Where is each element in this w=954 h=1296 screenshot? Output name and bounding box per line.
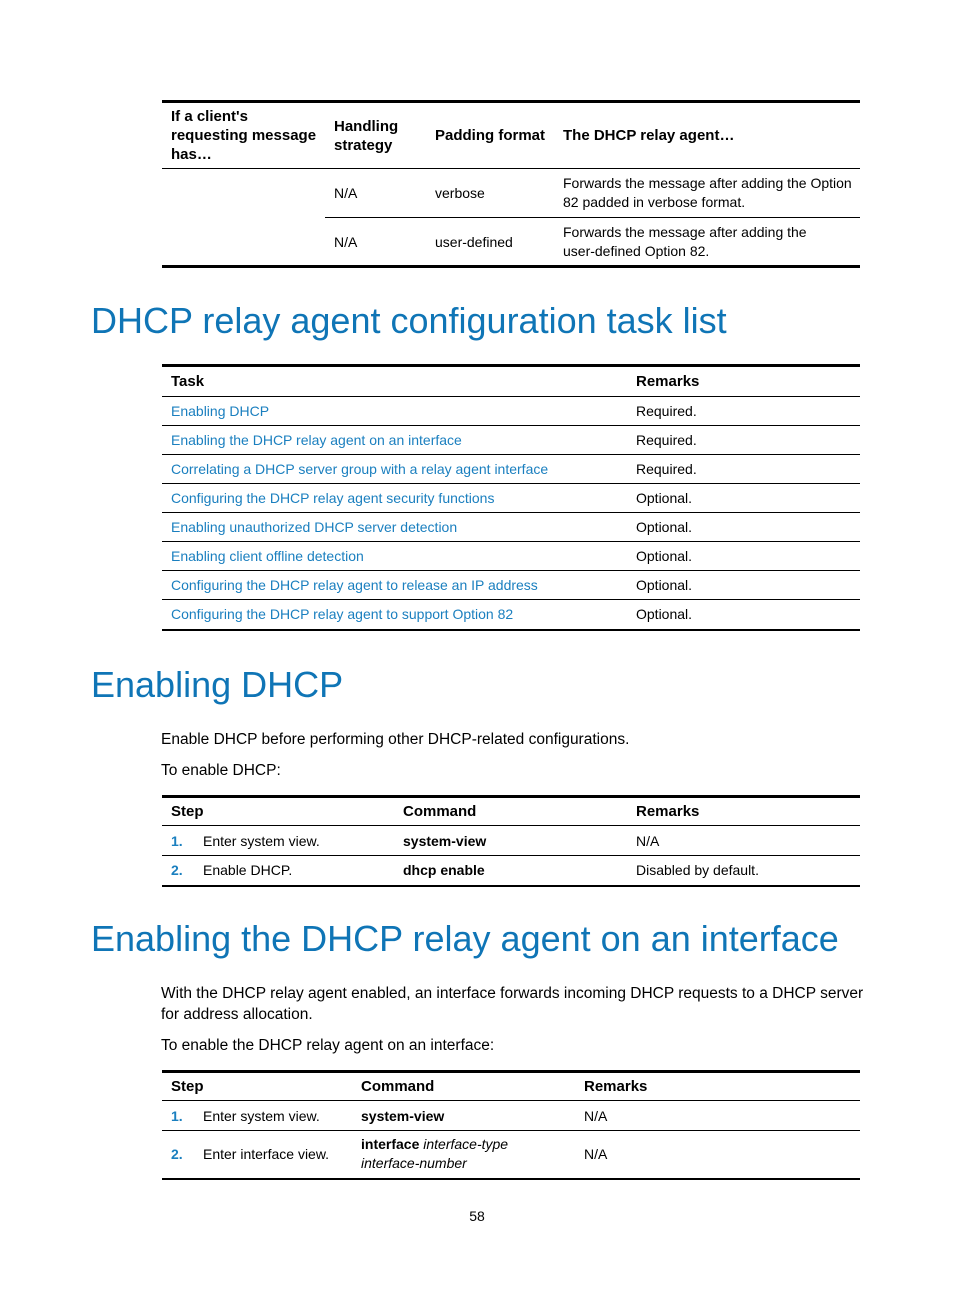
table-header-row xyxy=(162,102,860,169)
remarks-cell: Disabled by default. xyxy=(636,862,759,879)
table-row xyxy=(162,513,860,542)
section-title: Enabling DHCP xyxy=(91,664,344,705)
empty-cell xyxy=(162,218,325,267)
step-cell xyxy=(162,826,394,856)
command-cell: dhcp enable xyxy=(403,862,485,879)
format-cell: user-defined xyxy=(435,233,513,250)
table-header-row xyxy=(162,797,860,826)
task-link[interactable]: Configuring the DHCP relay agent security functions xyxy=(171,490,495,506)
remarks-cell: N/A xyxy=(636,832,660,849)
table-row xyxy=(162,856,860,886)
format-cell: verbose xyxy=(426,169,554,218)
col-header: The DHCP relay agent… xyxy=(563,127,735,144)
task-link[interactable]: Configuring the DHCP relay agent to release an IP address xyxy=(171,577,538,593)
task-link[interactable]: Enabling unauthorized DHCP server detection xyxy=(171,519,458,535)
task-link[interactable]: Correlating a DHCP server group with a relay agent interface xyxy=(171,461,549,477)
col-header-remarks: Remarks xyxy=(636,373,700,390)
action-cell: Forwards the message after adding the user-defined Option 82. xyxy=(563,223,807,259)
table-header-row xyxy=(162,366,860,397)
enable-relay-steps-table xyxy=(162,1070,860,1180)
command-arguments: interface-type interface-number xyxy=(361,1136,509,1172)
task-link[interactable]: Enabling the DHCP relay agent on an interface xyxy=(171,432,462,448)
command-keyword: interface xyxy=(361,1136,420,1153)
body-paragraph: To enable the DHCP relay agent on an interface: xyxy=(161,1037,495,1054)
remarks-cell: N/A xyxy=(584,1146,608,1163)
enable-dhcp-steps-table xyxy=(162,795,860,887)
section-title: Enabling the DHCP relay agent on an interface xyxy=(91,918,839,959)
remarks-cell: Optional. xyxy=(636,577,693,593)
col-header-remarks: Remarks xyxy=(636,803,700,820)
step-cell xyxy=(162,1101,352,1131)
col-header-command: Command xyxy=(403,803,477,820)
step-cell xyxy=(162,1131,352,1179)
empty-cell xyxy=(162,169,325,218)
col-header: Handling strategy xyxy=(334,117,399,154)
table-row xyxy=(162,1131,860,1179)
step-number: 1. xyxy=(171,1107,183,1124)
col-header-remarks: Remarks xyxy=(584,1078,648,1095)
section-title: DHCP relay agent configuration task list xyxy=(91,300,727,341)
remarks-cell: Required. xyxy=(636,403,697,419)
step-text: Enter system view. xyxy=(203,832,320,849)
step-number: 2. xyxy=(171,1146,183,1163)
action-cell: Forwards the message after adding the Option 82 padded in verbose format. xyxy=(554,169,860,218)
task-list-table xyxy=(162,364,860,631)
table-row xyxy=(162,426,860,455)
body-paragraph: With the DHCP relay agent enabled, an interface forwards incoming DHCP requests to a DHCP server for address allocation. xyxy=(161,985,864,1023)
remarks-cell: Optional. xyxy=(636,490,693,506)
strategy-cell: N/A xyxy=(334,233,358,250)
step-text: Enter interface view. xyxy=(203,1146,330,1163)
page-number: 58 xyxy=(469,1208,485,1224)
command-cell: system-view xyxy=(361,1107,445,1124)
remarks-cell: Required. xyxy=(636,461,697,477)
task-link[interactable]: Enabling DHCP xyxy=(171,403,270,419)
remarks-cell: Required. xyxy=(636,432,697,448)
table-row xyxy=(162,169,860,218)
remarks-cell: Optional. xyxy=(636,548,693,564)
col-header-step: Step xyxy=(171,803,204,820)
col-header: Padding format xyxy=(435,127,546,144)
table-row xyxy=(162,455,860,484)
step-text: Enable DHCP. xyxy=(203,862,293,879)
col-header-command: Command xyxy=(361,1078,435,1095)
task-link[interactable]: Configuring the DHCP relay agent to support Option 82 xyxy=(171,606,514,623)
col-header: If a client's requesting message has… xyxy=(171,108,317,163)
table-header-row xyxy=(162,1072,860,1101)
table-row xyxy=(162,571,860,600)
col-header-step: Step xyxy=(171,1078,204,1095)
table-row xyxy=(162,218,860,267)
remarks-cell: Optional. xyxy=(636,606,693,623)
remarks-cell: Optional. xyxy=(636,519,693,535)
step-cell xyxy=(162,856,394,886)
command-cell xyxy=(352,1131,575,1179)
col-header-task: Task xyxy=(171,373,205,390)
remarks-cell: N/A xyxy=(584,1107,608,1124)
body-paragraph: To enable DHCP: xyxy=(161,762,281,779)
table-row xyxy=(162,600,860,630)
option82-table xyxy=(162,100,860,268)
table-row xyxy=(162,397,860,426)
step-number: 2. xyxy=(171,862,183,879)
table-row xyxy=(162,826,860,856)
strategy-cell: N/A xyxy=(325,169,426,218)
command-cell: system-view xyxy=(403,832,487,849)
body-paragraph: Enable DHCP before performing other DHCP-related configurations. xyxy=(161,731,630,748)
step-text: Enter system view. xyxy=(203,1107,320,1124)
table-row xyxy=(162,1101,860,1131)
table-row xyxy=(162,542,860,571)
task-link[interactable]: Enabling client offline detection xyxy=(171,548,364,564)
table-row xyxy=(162,484,860,513)
step-number: 1. xyxy=(171,832,183,849)
